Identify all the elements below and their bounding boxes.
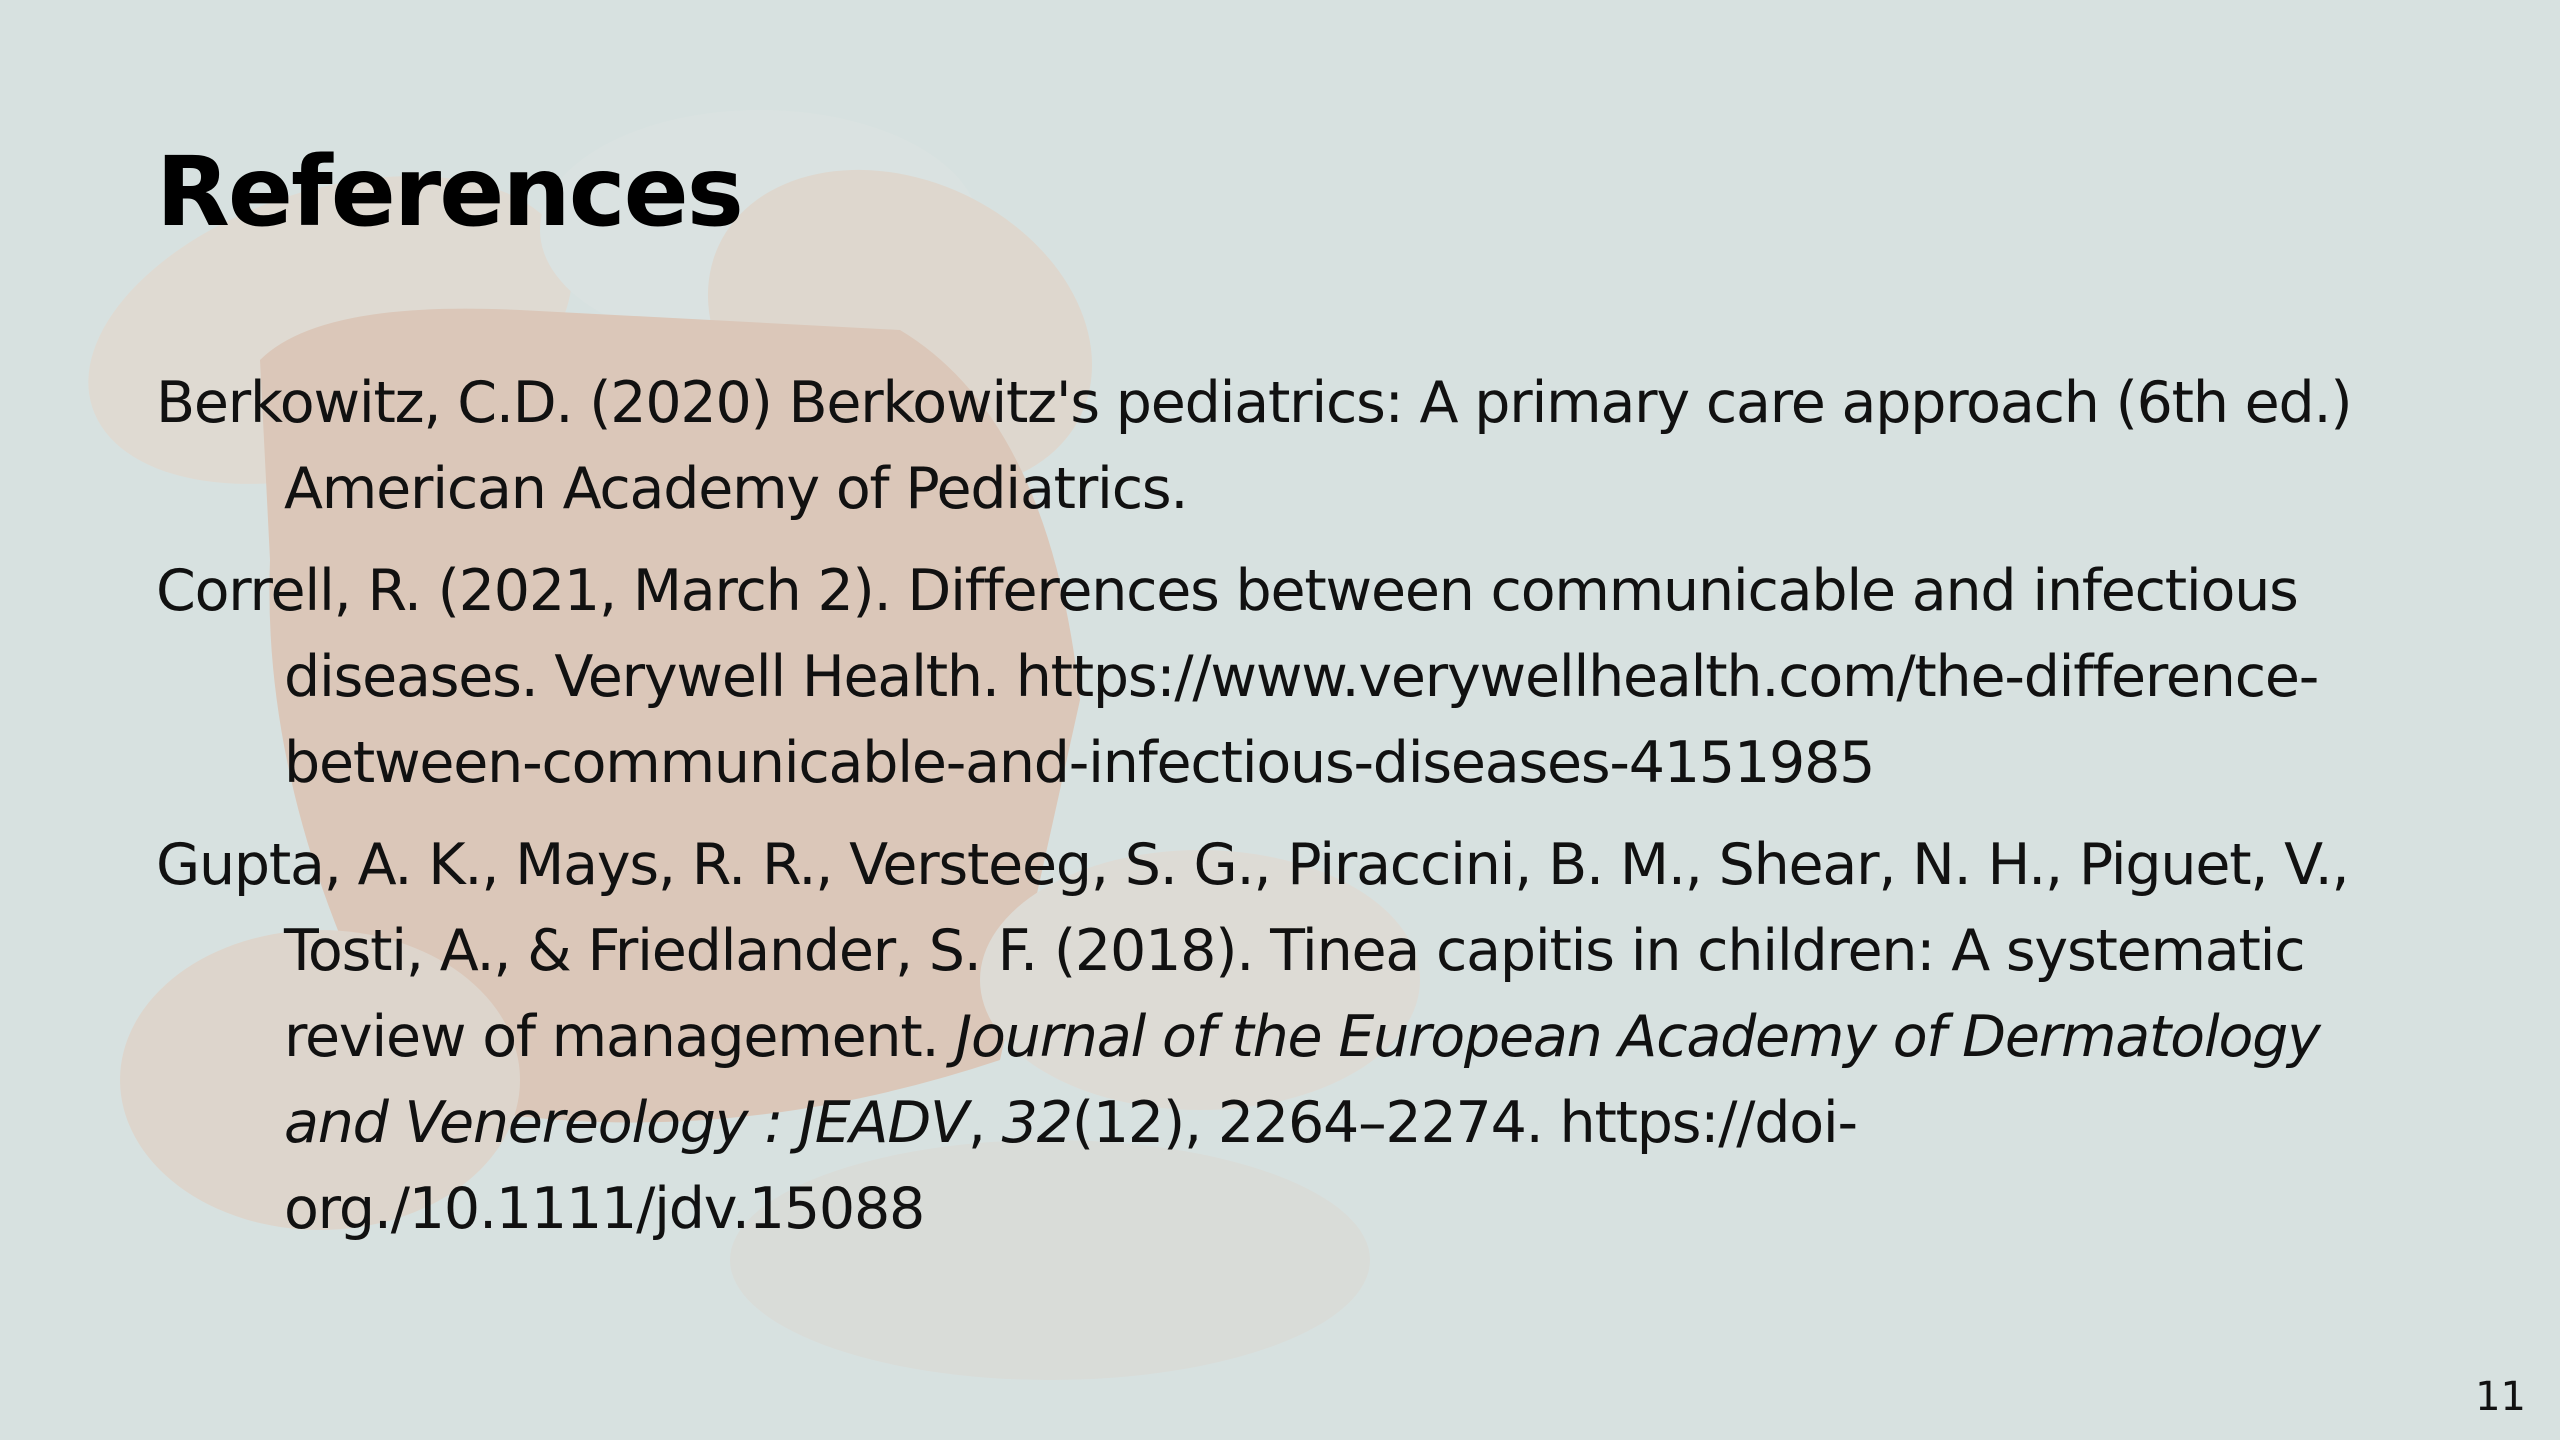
page-number: 11 — [2475, 1374, 2526, 1420]
reference-entry: Berkowitz, C.D. (2020) Berkowitz's pediatrics: A primary care approach (6th ed.) American Academy of Pediatrics. — [156, 370, 2352, 522]
journal-title: Journal of the European Academy of Dermatology and Venereology : JEADV — [284, 1004, 2320, 1156]
page-title: References — [156, 136, 742, 248]
reference-text: Gupta, A. K., Mays, R. R., Versteeg, S. G., Piraccini, B. M., Shear, N. H., Piguet, V., Tosti, A., & Friedlander, S. F. (2018). Tinea capitis in children: A systematic review of management. — [156, 832, 2349, 1070]
reference-separator: , — [967, 1090, 1002, 1156]
journal-volume: 32 — [1001, 1090, 1072, 1156]
reference-entry — [156, 822, 2416, 1252]
reference-text: (12), 2264–2274. https://doi-org./10.1111/jdv.15088 — [284, 1090, 1857, 1242]
reference-entry: Correll, R. (2021, March 2). Differences between communicable and infectious diseases. Verywell Health. https://www.verywellhealth.com/the-difference-between-communicable-and-infectious-diseases-4151985 — [156, 558, 2319, 796]
references-list — [156, 360, 2416, 1268]
